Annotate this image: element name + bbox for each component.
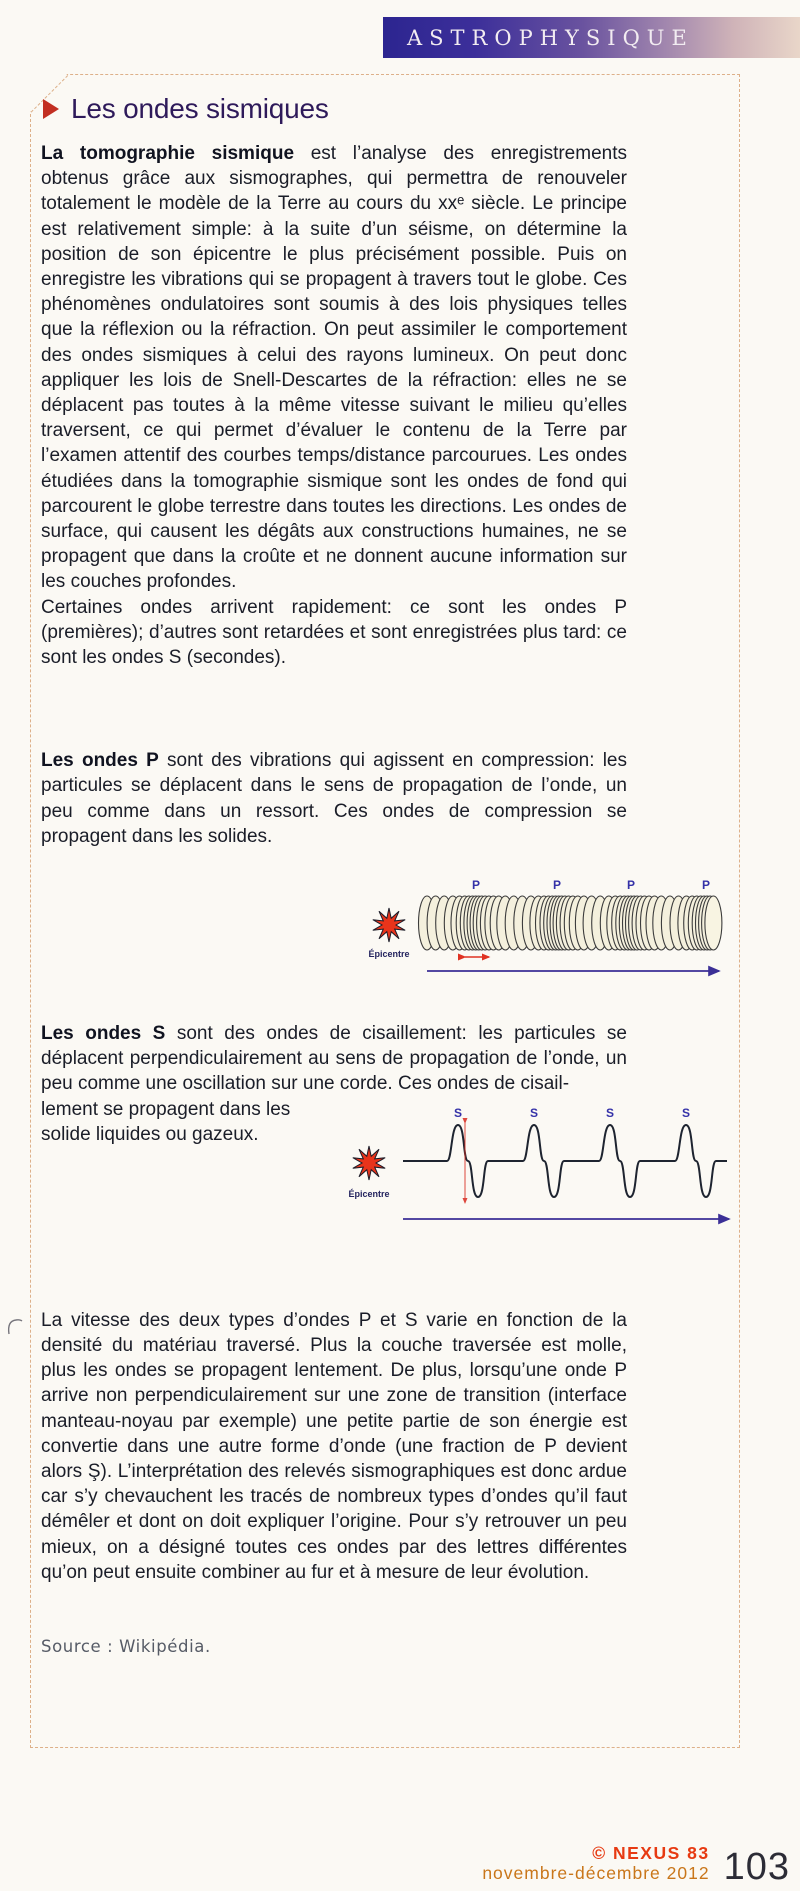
arrow-right-icon — [43, 99, 59, 119]
paragraph-s-lead: Les ondes S — [41, 1023, 166, 1045]
s-wave-diagram — [343, 1101, 735, 1238]
p-wave-label: P — [626, 878, 636, 893]
s-wave-label: S — [681, 1105, 691, 1120]
p-wave-label: P — [552, 878, 562, 893]
magazine-credit: © NEXUS 83 — [592, 1842, 710, 1863]
paragraph-s-text-wrap: lement se propagent dans les solide liquides ou gazeux. — [41, 1098, 291, 1145]
section-banner-label: ASTROPHYSIQUE — [407, 25, 694, 50]
page-title: Les ondes sismiques — [71, 93, 329, 124]
p-wave-label: P — [701, 878, 711, 893]
s-wave-trace — [403, 1125, 727, 1197]
source-credit: Source : Wikipédia. — [41, 1636, 211, 1656]
epicentre-label: Épicentre — [348, 1188, 390, 1199]
article-content — [31, 75, 739, 1656]
paragraph-arrival: Certaines ondes arrivent rapidement: ce sont les ondes P (premières); d’autres sont retardées et sont enregistrées plus tard: ce sont les ondes S (secondes). — [41, 596, 627, 669]
paragraph-intro-text: est l’analyse des enregistrements obtenus grâce aux sismographes, qui permettra de renouveler totalement le modèle de la Terre au cours du xxᵉ siècle. Le principe est relativement simple: à la suite d’un séisme, on détermine la position de son épicentre le plus précisément possible. Puis on enregistre les vibrations qui se propagent à travers tout le globe. Ces phénomènes ondulatoires sont soumis à des lois physiques telles que la réflexion ou la réfraction. On peut assimiler le comportement des ondes sismiques à celui des rayons lumineux. On peut donc appliquer les lois de Snell-Descartes de la réfraction: elles ne se déplacent pas toutes à la même vitesse suivant le milieu qu’elles traversent, ce qui permet d’évaluer le contenu de la Terre par l’examen attentif des courbes temps/distance parcourues. Les ondes étudiées dans la tomographie sismique sont les ondes de fond qui parcourent le globe terrestre dans toutes les directions. Les ondes de surface, qui causent les dégâts aux constructions humaines, ne se propagent que dans la croûte et ne donnent aucune information sur les couches profondes. — [41, 143, 627, 593]
paragraph-intro-lead: La tomographie sismique — [41, 143, 295, 164]
s-wave-label: S — [605, 1105, 615, 1120]
section-banner — [383, 17, 800, 58]
paragraph-p-text: sont des vibrations qui agissent en compression: les particules se déplacent dans le sens de propagation de l’onde, un peu comme dans un ressort. Ces ondes de compression se propagent dans les solides. — [41, 750, 627, 847]
page-footer — [482, 1842, 790, 1888]
paragraph-s-text: sont des ondes de cisaillement: les particules se déplacent perpendiculairement au sens de propagation de l’onde, un peu comme une oscillation sur une corde. Ces ondes de cisail- — [41, 1023, 627, 1095]
s-wave-label: S — [453, 1105, 463, 1120]
epicentre-star-icon — [373, 908, 405, 942]
epicentre-label: Épicentre — [368, 949, 410, 960]
p-wave-label: P — [471, 878, 481, 893]
pen-mark — [6, 1316, 30, 1338]
paragraph-speed: La vitesse des deux types d’ondes P et S varie en fonction de la densité du matériau traversé. Plus la couche traversée est molle, plus les ondes se propagent lentement. De plus, lorsqu’une onde P arrive non perpendiculairement sur une zone de transition (interface manteau-noyau par exemple) une petite partie de son énergie est convertie dans une autre forme d’onde (une fraction de P devient alors Ş). L’interprétation des relevés sismographiques est donc ardue car s’y chevauchent les tracés de nombreux types d’ondes qu’il faut démêler et dont on doit expliquer l’origine. Pour s’y retrouver un peu mieux, on a désigné toutes ces ondes par des lettres différentes qu’on peut ensuite combiner au fur et à mesure de leur évolution. — [41, 1309, 627, 1583]
p-wave-figure — [363, 877, 731, 981]
s-wave-section — [41, 1097, 731, 1238]
p-wave-coil — [419, 896, 722, 950]
paragraph-p-waves — [41, 748, 627, 849]
paragraph-p-lead: Les ondes P — [41, 750, 159, 772]
p-wave-diagram — [41, 877, 731, 981]
paragraph-s-waves — [41, 1021, 627, 1097]
issue-info — [482, 1843, 709, 1883]
epicentre-star-icon — [353, 1146, 385, 1180]
paragraph-intro — [41, 141, 627, 595]
issue-date: novembre-décembre 2012 — [482, 1862, 710, 1883]
page-number: 103 — [723, 1845, 790, 1888]
article-frame — [30, 74, 740, 1748]
s-wave-label: S — [529, 1105, 539, 1120]
s-wave-figure — [343, 1101, 735, 1233]
article-title-row — [43, 93, 627, 125]
